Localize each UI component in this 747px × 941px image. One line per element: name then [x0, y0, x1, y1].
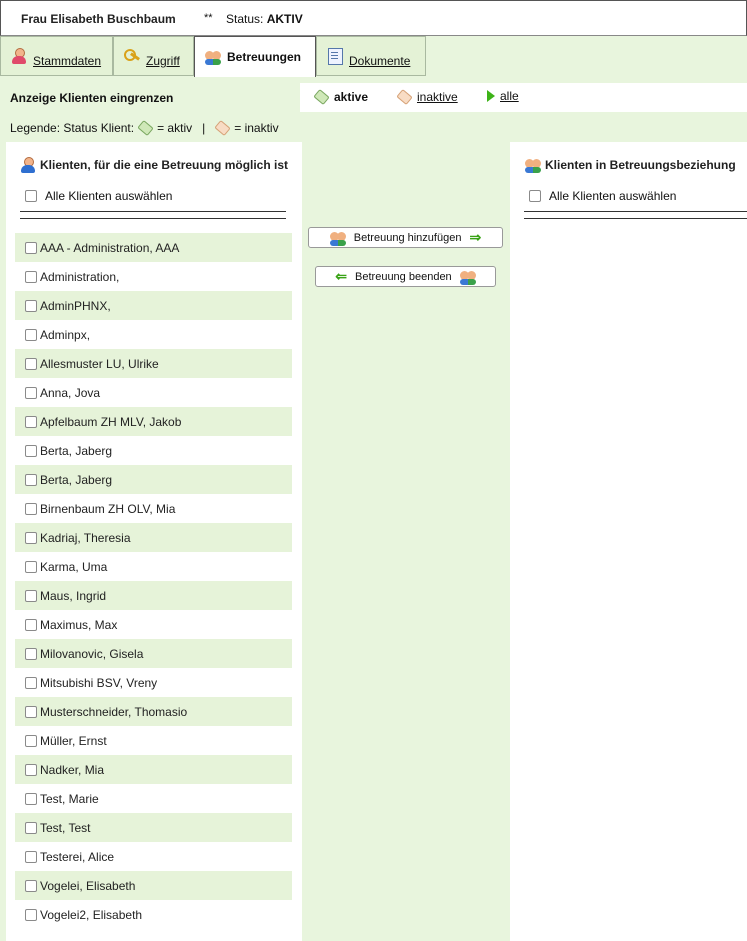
add-care-button[interactable]: [308, 227, 503, 248]
assigned-clients-title: Klienten in Betreuungsbeziehung: [525, 157, 736, 173]
list-item[interactable]: [15, 697, 292, 726]
client-checkbox[interactable]: [25, 909, 37, 921]
select-all-checkbox[interactable]: [25, 190, 37, 202]
tab-betreuungen[interactable]: [194, 36, 316, 77]
end-care-button[interactable]: [315, 266, 496, 287]
client-checkbox[interactable]: [25, 416, 37, 428]
group-icon: [205, 49, 221, 65]
client-name: Milovanovic, Gisela: [40, 646, 144, 661]
client-name: Mitsubishi BSV, Vreny: [40, 675, 158, 690]
list-item[interactable]: [15, 668, 292, 697]
tab-label: Dokumente: [349, 54, 411, 68]
status-legend: [10, 120, 279, 135]
list-item[interactable]: [15, 639, 292, 668]
client-checkbox[interactable]: [25, 677, 37, 689]
filter-all[interactable]: [487, 89, 519, 103]
client-checkbox[interactable]: [25, 619, 37, 631]
list-item[interactable]: [15, 784, 292, 813]
tag-active-icon: [314, 89, 329, 104]
client-name: Administration,: [40, 269, 120, 284]
person-icon: [20, 157, 36, 173]
status-label: Status:: [226, 12, 264, 26]
list-item[interactable]: [15, 871, 292, 900]
client-checkbox[interactable]: [25, 329, 37, 341]
tag-inactive-icon: [397, 89, 412, 104]
client-name: Adminpx,: [40, 327, 91, 342]
client-checkbox[interactable]: [25, 764, 37, 776]
list-item[interactable]: [15, 755, 292, 784]
divider: [524, 211, 747, 219]
tab-zugriff[interactable]: [113, 36, 194, 76]
select-all-checkbox[interactable]: [529, 190, 541, 202]
client-name: Berta, Jaberg: [40, 472, 113, 487]
filter-active-label: aktive: [334, 89, 369, 104]
client-name: Anna, Jova: [40, 385, 101, 400]
client-name: Musterschneider, Thomasio: [40, 704, 188, 719]
filter-active[interactable]: [314, 89, 368, 104]
client-checkbox[interactable]: [25, 880, 37, 892]
play-icon: [487, 90, 495, 102]
available-clients-title: Klienten, für die eine Betreuung möglich ist: [20, 157, 288, 173]
tab-label: Zugriff: [146, 54, 180, 68]
arrow-right-icon: ⇒: [469, 229, 482, 245]
client-checkbox[interactable]: [25, 358, 37, 370]
list-item[interactable]: [15, 465, 292, 494]
assigned-clients-panel: [510, 142, 747, 941]
list-item[interactable]: [15, 407, 292, 436]
filter-inactive[interactable]: [397, 89, 458, 104]
select-all-label: Alle Klienten auswählen: [549, 189, 677, 203]
tab-label: Stammdaten: [33, 54, 102, 68]
end-care-label: Betreuung beenden: [355, 270, 452, 283]
group-icon: [330, 230, 346, 246]
add-care-label: Betreuung hinzufügen: [353, 231, 462, 244]
list-item[interactable]: [15, 262, 292, 291]
client-checkbox[interactable]: [25, 387, 37, 399]
client-name: Test, Test: [40, 820, 91, 835]
client-checkbox[interactable]: [25, 648, 37, 660]
client-name: Berta, Jaberg: [40, 443, 113, 458]
client-checkbox[interactable]: [25, 706, 37, 718]
tab-label: Betreuungen: [227, 50, 302, 64]
status-value: AKTIV: [266, 12, 303, 26]
client-status: [226, 12, 303, 26]
client-name: AAA - Administration, AAA: [40, 240, 180, 255]
client-checkbox[interactable]: [25, 242, 37, 254]
document-icon: [327, 48, 343, 64]
legend-inactive: = inaktiv: [234, 120, 279, 135]
legend-separator: |: [202, 120, 206, 135]
client-name: Apfelbaum ZH MLV, Jakob: [40, 414, 182, 429]
client-name: Nadker, Mia: [40, 762, 105, 777]
client-name: Test, Marie: [40, 791, 99, 806]
legend-prefix: Legende: Status Klient:: [10, 120, 135, 135]
client-checkbox[interactable]: [25, 793, 37, 805]
client-name: Müller, Ernst: [40, 733, 107, 748]
tab-dokumente[interactable]: [316, 36, 426, 76]
filter-title: Anzeige Klienten eingrenzen: [10, 91, 174, 105]
client-checkbox[interactable]: [25, 822, 37, 834]
client-checkbox[interactable]: [25, 590, 37, 602]
list-item[interactable]: [15, 320, 292, 349]
list-item[interactable]: [15, 842, 292, 871]
client-name: Birnenbaum ZH OLV, Mia: [40, 501, 176, 516]
list-item[interactable]: [15, 291, 292, 320]
client-checkbox[interactable]: [25, 300, 37, 312]
list-item[interactable]: [15, 581, 292, 610]
list-item[interactable]: [15, 523, 292, 552]
list-item[interactable]: [15, 726, 292, 755]
client-checkbox[interactable]: [25, 474, 37, 486]
available-clients-list: [15, 233, 292, 929]
person-icon: [11, 48, 27, 64]
list-item[interactable]: [15, 233, 292, 262]
legend-active: = aktiv: [157, 120, 193, 135]
client-stars: **: [204, 12, 213, 24]
key-icon: [124, 48, 140, 64]
filter-bar: [0, 83, 747, 112]
list-item[interactable]: [15, 378, 292, 407]
arrow-left-icon: ⇐: [335, 268, 348, 284]
tab-stammdaten[interactable]: [0, 36, 113, 76]
client-name: Vogelei2, Elisabeth: [40, 907, 143, 922]
tag-active-icon: [138, 120, 153, 135]
client-name: Kadriaj, Theresia: [40, 530, 131, 545]
list-item[interactable]: [15, 349, 292, 378]
filter-inactive-link[interactable]: inaktive: [417, 89, 458, 104]
client-checkbox[interactable]: [25, 271, 37, 283]
list-item[interactable]: [15, 552, 292, 581]
tag-inactive-icon: [215, 120, 230, 135]
available-clients-panel: [6, 142, 302, 941]
client-name: Allesmuster LU, Ulrike: [40, 356, 159, 371]
select-all-assigned[interactable]: [529, 189, 676, 203]
client-checkbox[interactable]: [25, 532, 37, 544]
list-item[interactable]: [15, 813, 292, 842]
select-all-label: Alle Klienten auswählen: [45, 189, 173, 203]
client-name: Testerei, Alice: [40, 849, 115, 864]
client-name: Maus, Ingrid: [40, 588, 107, 603]
list-item[interactable]: [15, 610, 292, 639]
client-checkbox[interactable]: [25, 503, 37, 515]
list-item[interactable]: [15, 494, 292, 523]
client-name: Vogelei, Elisabeth: [40, 878, 136, 893]
client-name: Karma, Uma: [40, 559, 108, 574]
client-name: AdminPHNX,: [40, 298, 111, 313]
client-checkbox[interactable]: [25, 851, 37, 863]
client-header: [0, 0, 747, 36]
select-all-available[interactable]: [25, 189, 172, 203]
client-checkbox[interactable]: [25, 735, 37, 747]
client-checkbox[interactable]: [25, 445, 37, 457]
filter-all-link[interactable]: alle: [500, 89, 519, 103]
divider: [20, 211, 286, 219]
list-item[interactable]: [15, 900, 292, 929]
group-icon: [460, 269, 476, 285]
client-name: Frau Elisabeth Buschbaum: [21, 12, 176, 26]
client-name: Maximus, Max: [40, 617, 118, 632]
group-icon: [525, 157, 541, 173]
client-checkbox[interactable]: [25, 561, 37, 573]
list-item[interactable]: [15, 436, 292, 465]
